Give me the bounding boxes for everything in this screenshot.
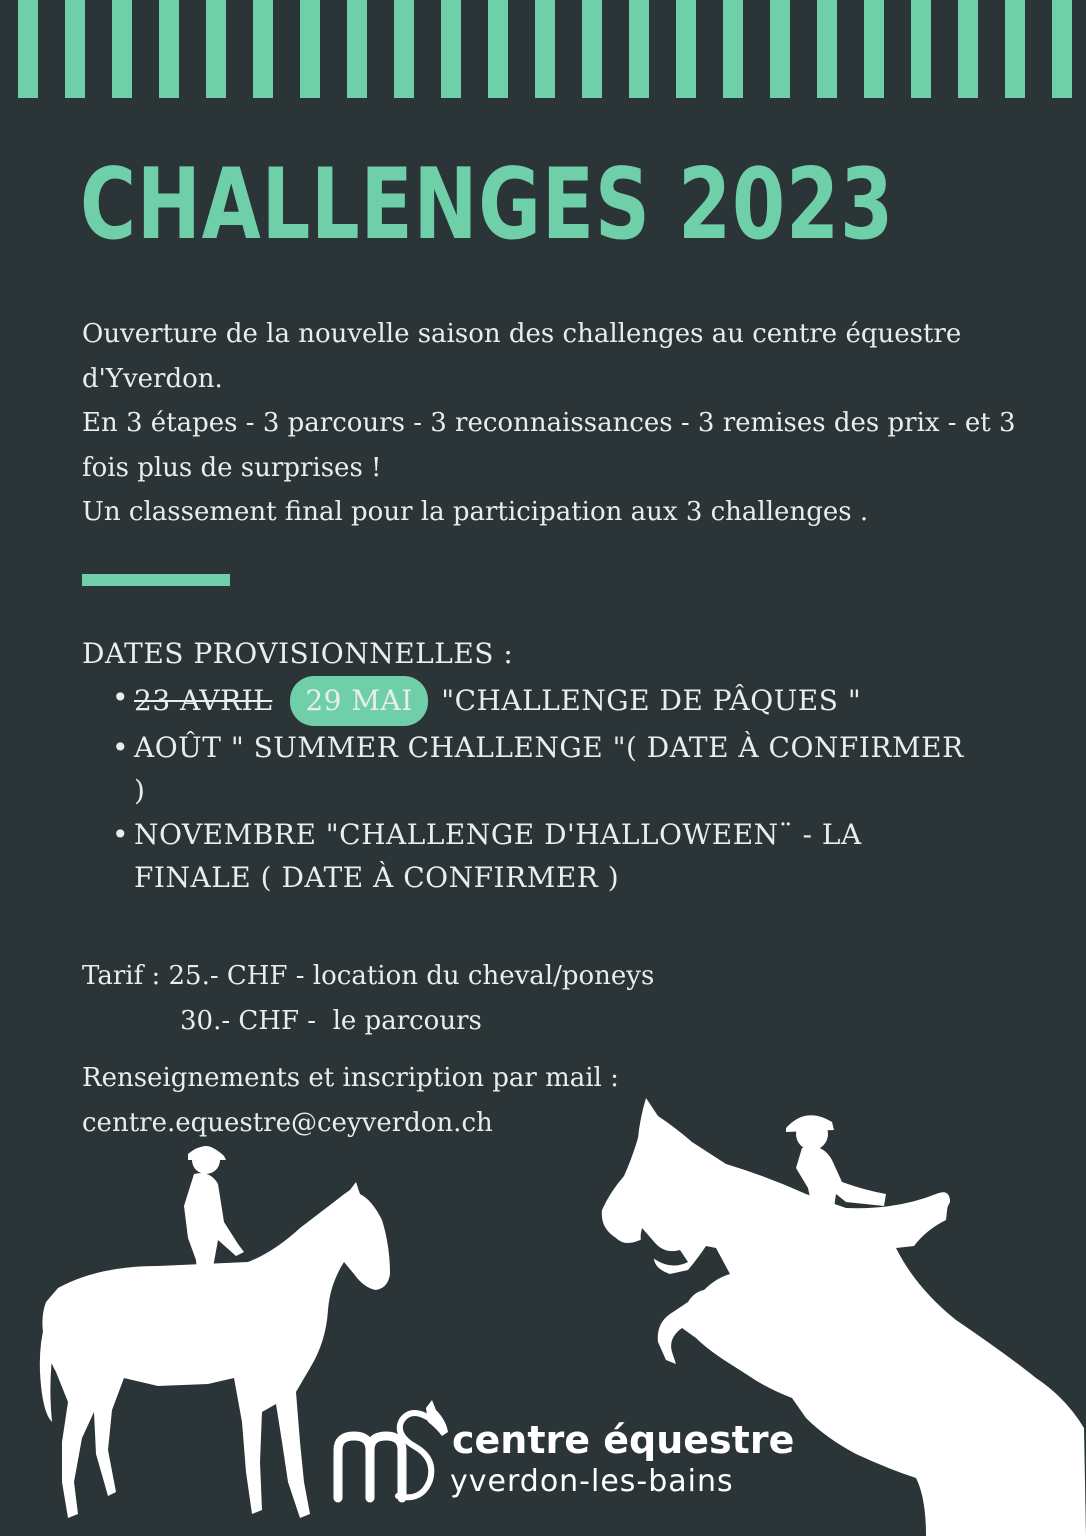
dates-section [82,632,982,900]
intro-line: Ouverture de la nouvelle saison des challenges au centre équestre d'Yverdon. [82,319,962,394]
ms-horse-head-logo-icon [332,1398,452,1508]
logo-line-2: yverdon-les-bains [450,1464,734,1499]
email-address: centre.equestre@ceyverdon.ch [82,1107,493,1138]
contact-label: Renseignements et inscription par mail : [82,1063,619,1093]
decorative-stripes [0,0,1086,98]
new-date-badge: 29 MAI [290,676,427,726]
intro-line: Un classement final pour la participation aux 3 challenges . [82,497,869,527]
section-divider [82,574,230,586]
intro-line: En 3 étapes - 3 parcours - 3 reconnaissances - 3 remises des prix - et 3 fois plus de surprises ! [82,408,1016,483]
price-line: Tarif : 25.- CHF - location du cheval/poneys [82,961,655,991]
old-date: 23 AVRIL [134,683,273,717]
list-item: • AOÛT " SUMMER CHALLENGE "( DATE À CONFIRMER ) [134,726,982,813]
dates-list [82,676,982,900]
logo-line-1: centre équestre [452,1418,795,1462]
logo [332,1398,795,1508]
intro-text [82,312,1042,535]
dates-heading: DATES PROVISIONNELLES : [82,637,514,670]
event-name: "CHALLENGE DE PÂQUES " [431,683,862,717]
pricing [82,954,654,1043]
contact-info [82,1056,619,1145]
list-item: • NOVEMBRE "CHALLENGE D'HALLOWEEN¨ - LA FINALE ( DATE À CONFIRMER ) [134,813,982,900]
price-line: 30.- CHF - le parcours [180,1005,482,1036]
page-title: CHALLENGES 2023 [80,148,894,262]
list-item [134,676,982,726]
